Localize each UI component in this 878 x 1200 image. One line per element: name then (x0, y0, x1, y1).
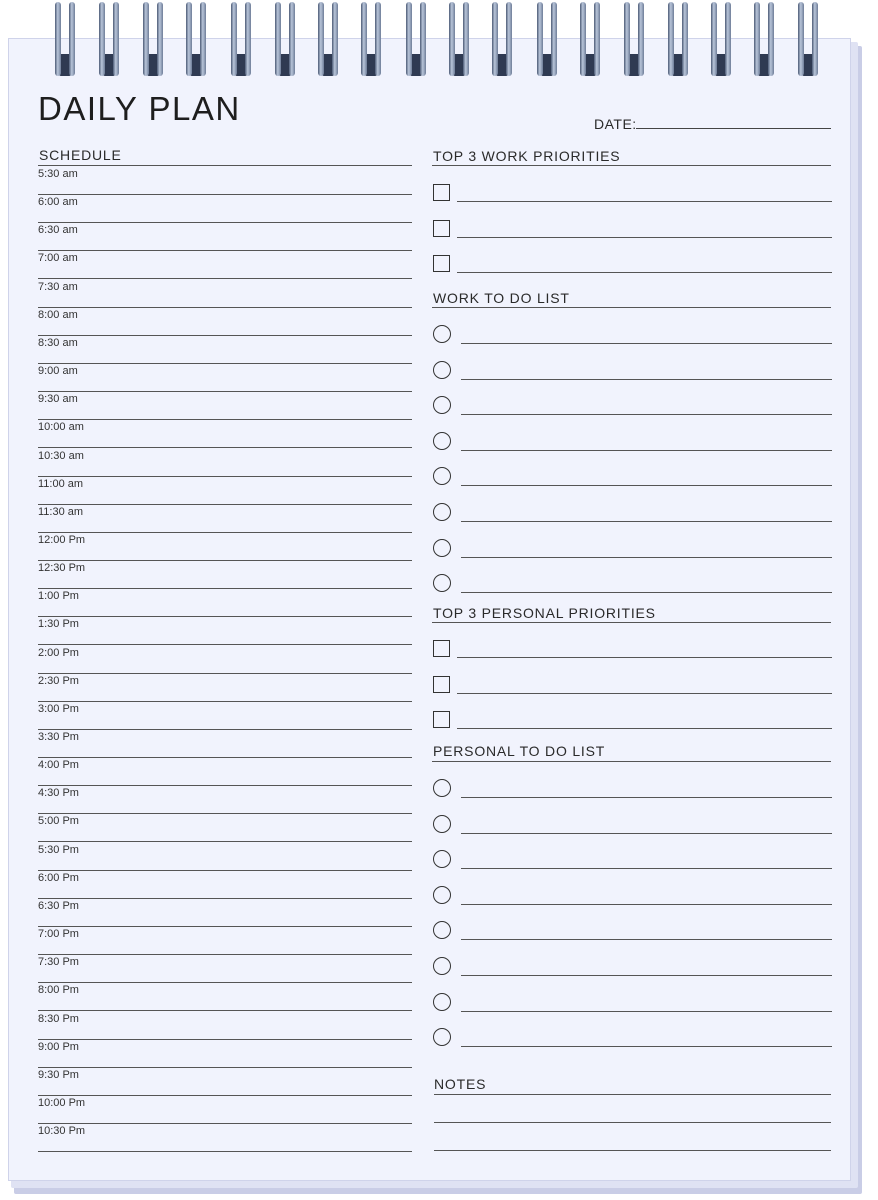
spiral-coil (622, 2, 648, 78)
schedule-time-label: 12:30 Pm (38, 562, 86, 575)
schedule-row[interactable] (38, 364, 412, 392)
schedule-row[interactable] (38, 646, 412, 674)
personal-todo-item (432, 886, 832, 922)
coil-wire (275, 2, 281, 76)
coil-wire (812, 2, 818, 76)
spiral-coil (404, 2, 430, 78)
circle-checkbox[interactable] (433, 779, 451, 797)
circle-checkbox[interactable] (433, 539, 451, 557)
schedule-time-label: 4:30 Pm (38, 787, 79, 800)
schedule-time-label: 10:00 am (38, 421, 84, 434)
schedule-time-label: 7:00 am (38, 252, 78, 265)
checkbox[interactable] (433, 184, 450, 201)
circle-checkbox[interactable] (433, 361, 451, 379)
schedule-row[interactable] (38, 674, 412, 702)
checkbox[interactable] (433, 676, 450, 693)
schedule-heading-rule (38, 165, 412, 166)
circle-checkbox[interactable] (433, 396, 451, 414)
circle-checkbox[interactable] (433, 432, 451, 450)
personal-priorities-heading: TOP 3 PERSONAL PRIORITIES (433, 605, 656, 621)
schedule-time-label: 6:00 Pm (38, 871, 79, 884)
page-title: DAILY PLAN (38, 90, 241, 127)
schedule-row[interactable] (38, 589, 412, 617)
personal-todo-item (432, 921, 832, 957)
schedule-row[interactable] (38, 871, 412, 899)
work-priority-line[interactable] (457, 201, 832, 202)
work-todo-item (432, 539, 832, 575)
work-todo-item (432, 432, 832, 468)
work-priority-line[interactable] (457, 237, 832, 238)
work-todo-line[interactable] (461, 450, 832, 451)
schedule-time-label: 2:30 Pm (38, 674, 79, 687)
work-priority-item (432, 220, 832, 256)
schedule-row[interactable] (38, 702, 412, 730)
coil-wire (580, 2, 586, 76)
circle-checkbox[interactable] (433, 1028, 451, 1046)
spiral-binding (0, 0, 878, 82)
work-todo-item (432, 361, 832, 397)
schedule-time-label: 7:00 Pm (38, 928, 79, 941)
coil-wire (594, 2, 600, 76)
work-todo-line[interactable] (461, 379, 832, 380)
schedule-time-label: 8:30 am (38, 336, 78, 349)
spiral-coil (709, 2, 735, 78)
schedule-time-label: 4:00 Pm (38, 759, 79, 772)
coil-wire (668, 2, 674, 76)
work-todo-item (432, 467, 832, 503)
checkbox[interactable] (433, 220, 450, 237)
circle-checkbox[interactable] (433, 325, 451, 343)
schedule-row[interactable] (38, 758, 412, 786)
personal-todo-line[interactable] (461, 975, 832, 976)
schedule-row[interactable] (38, 420, 412, 448)
circle-checkbox[interactable] (433, 503, 451, 521)
coil-wire (55, 2, 61, 76)
spiral-coil (53, 2, 79, 78)
schedule-row[interactable] (38, 561, 412, 589)
work-todo-item (432, 325, 832, 361)
coil-wire (420, 2, 426, 76)
schedule-row[interactable] (38, 955, 412, 983)
schedule-time-label: 3:30 Pm (38, 731, 79, 743)
spiral-coil (752, 2, 778, 78)
work-todo-item (432, 396, 832, 432)
schedule-row[interactable] (38, 477, 412, 505)
schedule-row[interactable] (38, 449, 412, 477)
coil-wire (318, 2, 324, 76)
schedule-row[interactable] (38, 392, 412, 420)
personal-todo-line[interactable] (461, 868, 832, 869)
notes-line[interactable] (434, 1094, 831, 1095)
spiral-coil (316, 2, 342, 78)
personal-todo-item (432, 779, 832, 815)
personal-todo-line[interactable] (461, 939, 832, 940)
coil-wire (99, 2, 105, 76)
schedule-row[interactable] (38, 280, 412, 308)
checkbox[interactable] (433, 640, 450, 657)
personal-priority-item (432, 676, 832, 712)
schedule-row[interactable] (38, 617, 412, 645)
circle-checkbox[interactable] (433, 886, 451, 904)
work-priorities-heading: TOP 3 WORK PRIORITIES (433, 148, 621, 164)
schedule-row[interactable] (38, 843, 412, 871)
personal-todo-line[interactable] (461, 833, 832, 834)
notes-heading: NOTES (434, 1076, 487, 1092)
schedule-time-label: 5:00 Pm (38, 815, 79, 828)
circle-checkbox[interactable] (433, 957, 451, 975)
personal-todo-heading: PERSONAL TO DO LIST (433, 743, 606, 759)
personal-priority-item (432, 711, 832, 747)
personal-todo-line[interactable] (461, 797, 832, 798)
work-todo-line[interactable] (461, 343, 832, 344)
coil-wire (798, 2, 804, 76)
personal-priorities-rule (432, 622, 831, 623)
personal-todo-item (432, 993, 832, 1029)
coil-wire (725, 2, 731, 76)
work-priority-line[interactable] (457, 272, 832, 273)
schedule-time-label: 6:00 am (38, 196, 78, 209)
schedule-heading: SCHEDULE (39, 147, 122, 163)
schedule-time-label: 6:30 Pm (38, 899, 79, 912)
work-todo-heading: WORK TO DO LIST (433, 290, 570, 306)
coil-wire (113, 2, 119, 76)
coil-wire (638, 2, 644, 76)
schedule-row[interactable] (38, 1068, 412, 1096)
schedule-row[interactable] (38, 927, 412, 955)
spiral-coil (273, 2, 299, 78)
coil-wire (506, 2, 512, 76)
coil-wire (406, 2, 412, 76)
schedule-time-label: 8:30 Pm (38, 1012, 79, 1025)
schedule-time-label: 9:00 am (38, 365, 78, 378)
schedule-time-label: 11:30 am (38, 505, 84, 518)
personal-todo-line[interactable] (461, 1046, 832, 1047)
coil-wire (754, 2, 760, 76)
personal-priority-line[interactable] (457, 693, 832, 694)
work-todo-item (432, 503, 832, 539)
personal-todo-item (432, 850, 832, 886)
personal-priority-item (432, 640, 832, 676)
circle-checkbox[interactable] (433, 850, 451, 868)
schedule-row[interactable] (38, 533, 412, 561)
coil-wire (69, 2, 75, 76)
spiral-coil (141, 2, 167, 78)
date-field[interactable] (636, 128, 831, 129)
schedule-time-label: 7:30 am (38, 280, 78, 293)
coil-wire (768, 2, 774, 76)
coil-wire (231, 2, 237, 76)
schedule-time-label: 2:00 Pm (38, 646, 79, 659)
schedule-row[interactable] (38, 308, 412, 336)
schedule-time-label: 9:00 Pm (38, 1040, 79, 1053)
spiral-coil (447, 2, 473, 78)
schedule-row[interactable] (38, 1096, 412, 1124)
personal-todo-line[interactable] (461, 1011, 832, 1012)
coil-wire (537, 2, 543, 76)
spiral-coil (578, 2, 604, 78)
coil-wire (375, 2, 381, 76)
schedule-row[interactable] (38, 1040, 412, 1068)
schedule-row[interactable] (38, 336, 412, 364)
schedule-time-label: 9:30 am (38, 393, 78, 406)
personal-priority-line[interactable] (457, 728, 832, 729)
schedule-time-label: 8:00 am (38, 308, 78, 321)
schedule-row[interactable] (38, 899, 412, 927)
spiral-coil (184, 2, 210, 78)
schedule-row[interactable] (38, 223, 412, 251)
coil-wire (332, 2, 338, 76)
spiral-coil (796, 2, 822, 78)
work-priorities-rule (432, 165, 831, 166)
coil-wire (200, 2, 206, 76)
work-todo-line[interactable] (461, 521, 832, 522)
coil-wire (492, 2, 498, 76)
coil-wire (682, 2, 688, 76)
schedule-row[interactable] (38, 505, 412, 533)
circle-checkbox[interactable] (433, 921, 451, 939)
schedule-time-label: 9:30 Pm (38, 1068, 79, 1081)
schedule-time-label: 1:30 Pm (38, 618, 79, 631)
schedule-row[interactable] (38, 786, 412, 814)
circle-checkbox[interactable] (433, 993, 451, 1011)
notes-line[interactable] (434, 1150, 831, 1151)
checkbox[interactable] (433, 711, 450, 728)
schedule-row[interactable] (38, 251, 412, 279)
spiral-coil (229, 2, 255, 78)
spiral-coil (490, 2, 516, 78)
personal-todo-item (432, 1028, 832, 1064)
work-priority-item (432, 184, 832, 220)
schedule-time-label: 12:00 Pm (38, 533, 86, 546)
schedule-time-label: 8:00 Pm (38, 984, 79, 997)
coil-wire (361, 2, 367, 76)
schedule-time-label: 10:30 am (38, 449, 84, 462)
schedule-time-label: 3:00 Pm (38, 702, 79, 715)
schedule-row[interactable] (38, 1124, 412, 1152)
schedule-time-label: 5:30 Pm (38, 843, 79, 856)
personal-todo-rule (432, 761, 831, 762)
work-todo-line[interactable] (461, 557, 832, 558)
schedule-time-label: 1:00 Pm (38, 590, 79, 603)
personal-todo-line[interactable] (461, 904, 832, 905)
spiral-coil (666, 2, 692, 78)
spiral-coil (359, 2, 385, 78)
circle-checkbox[interactable] (433, 815, 451, 833)
schedule-row[interactable] (38, 1012, 412, 1040)
schedule-row[interactable] (38, 814, 412, 842)
personal-priority-line[interactable] (457, 657, 832, 658)
coil-wire (463, 2, 469, 76)
schedule-time-label: 6:30 am (38, 224, 78, 237)
schedule-time-label: 11:00 am (38, 477, 84, 490)
circle-checkbox[interactable] (433, 574, 451, 592)
date-label: DATE: (594, 116, 637, 132)
coil-wire (449, 2, 455, 76)
schedule-row[interactable] (38, 167, 412, 195)
notes-line[interactable] (434, 1122, 831, 1123)
coil-wire (551, 2, 557, 76)
spiral-coil (97, 2, 123, 78)
coil-wire (245, 2, 251, 76)
personal-todo-item (432, 815, 832, 851)
spiral-coil (535, 2, 561, 78)
personal-todo-item (432, 957, 832, 993)
work-priority-item (432, 255, 832, 291)
coil-wire (157, 2, 163, 76)
schedule-time-label: 5:30 am (38, 168, 78, 180)
schedule-row[interactable] (38, 730, 412, 758)
schedule-time-label: 10:30 Pm (38, 1125, 86, 1138)
coil-wire (711, 2, 717, 76)
work-todo-rule (432, 307, 831, 308)
work-todo-line[interactable] (461, 414, 832, 415)
schedule-row[interactable] (38, 983, 412, 1011)
schedule-time-label: 7:30 Pm (38, 956, 79, 969)
schedule-time-label: 10:00 Pm (38, 1096, 86, 1109)
circle-checkbox[interactable] (433, 467, 451, 485)
work-todo-line[interactable] (461, 592, 832, 593)
coil-wire (186, 2, 192, 76)
coil-wire (143, 2, 149, 76)
coil-wire (289, 2, 295, 76)
schedule-row[interactable] (38, 195, 412, 223)
checkbox[interactable] (433, 255, 450, 272)
work-todo-line[interactable] (461, 485, 832, 486)
coil-wire (624, 2, 630, 76)
